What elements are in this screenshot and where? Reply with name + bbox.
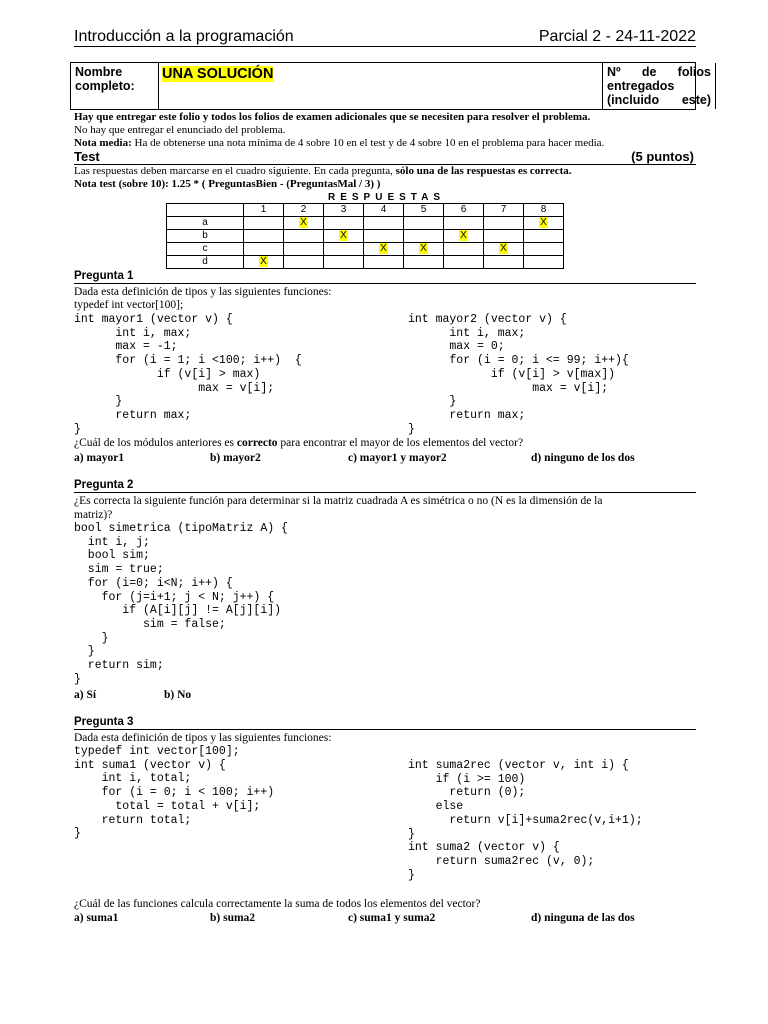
answers-grid-row-label: c bbox=[167, 243, 244, 256]
q2-title: Pregunta 2 bbox=[74, 479, 696, 493]
answers-grid-column-8: 8 bbox=[524, 204, 564, 217]
answer-cell-d-6[interactable] bbox=[444, 256, 484, 269]
q2-code: bool simetrica (tipoMatriz A) { int i, j; bool sim; sim = true; for (i=0; i<N; i++) { for (j=i+1; j < N; j++) { if (A[i][j] != A[j][i]) sim = false; } } return sim; } bbox=[74, 522, 288, 686]
answer-cell-d-8[interactable] bbox=[524, 256, 564, 269]
q1-option-c[interactable]: c) mayor1 y mayor2 bbox=[348, 452, 447, 464]
answer-mark: X bbox=[340, 230, 347, 241]
answer-cell-b-8[interactable] bbox=[524, 230, 564, 243]
folios-field[interactable] bbox=[716, 63, 765, 109]
answers-grid-row-a bbox=[167, 217, 564, 230]
answer-mark: X bbox=[460, 230, 467, 241]
q1-option-b[interactable]: b) mayor2 bbox=[210, 452, 261, 464]
name-field[interactable] bbox=[159, 63, 603, 109]
q3-intro: Dada esta definición de tipos y las siguientes funciones: bbox=[74, 732, 332, 744]
answer-cell-b-2[interactable] bbox=[284, 230, 324, 243]
answer-cell-c-4[interactable] bbox=[364, 243, 404, 256]
answer-cell-a-1[interactable] bbox=[244, 217, 284, 230]
answer-mark: X bbox=[420, 243, 427, 254]
answers-grid-column-4: 4 bbox=[364, 204, 404, 217]
folios-label: Nº de folios entregados (incluido este) bbox=[603, 63, 716, 109]
q1-typedef: typedef int vector[100]; bbox=[74, 299, 184, 311]
answer-cell-c-6[interactable] bbox=[444, 243, 484, 256]
answers-grid bbox=[166, 203, 564, 269]
answers-grid-row-c bbox=[167, 243, 564, 256]
answers-grid-row-label: b bbox=[167, 230, 244, 243]
answer-cell-b-5[interactable] bbox=[404, 230, 444, 243]
answer-cell-a-2[interactable] bbox=[284, 217, 324, 230]
q1-option-a[interactable]: a) mayor1 bbox=[74, 452, 125, 464]
answer-cell-d-2[interactable] bbox=[284, 256, 324, 269]
answer-cell-b-6[interactable] bbox=[444, 230, 484, 243]
q3-code-right: int suma2rec (vector v, int i) { if (i >= 100) return (0); else return v[i]+suma2rec(v,i+1); } int suma2 (vector v) { return suma2rec (v, 0); } bbox=[408, 759, 643, 882]
answer-mark: X bbox=[260, 256, 267, 267]
answer-cell-a-6[interactable] bbox=[444, 217, 484, 230]
q3-option-d[interactable]: d) ninguna de las dos bbox=[531, 912, 635, 924]
q1-intro: Dada esta definición de tipos y las siguientes funciones: bbox=[74, 286, 332, 298]
answer-cell-c-2[interactable] bbox=[284, 243, 324, 256]
answer-cell-b-4[interactable] bbox=[364, 230, 404, 243]
answer-cell-d-5[interactable] bbox=[404, 256, 444, 269]
test-points: (5 puntos) bbox=[631, 149, 694, 164]
answers-grid-corner bbox=[167, 204, 244, 217]
name-value: UNA SOLUCIÓN bbox=[162, 66, 274, 82]
answers-grid-column-2: 2 bbox=[284, 204, 324, 217]
test-section-header bbox=[74, 150, 696, 165]
answers-grid-column-1: 1 bbox=[244, 204, 284, 217]
q1-option-d[interactable]: d) ninguno de los dos bbox=[531, 452, 635, 464]
answer-cell-c-7[interactable] bbox=[484, 243, 524, 256]
answers-grid-column-5: 5 bbox=[404, 204, 444, 217]
instruction-line-1: Hay que entregar este folio y todos los folios de examen adicionales que se necesiten para resolver el problema. bbox=[74, 111, 591, 123]
q3-code-left: typedef int vector[100]; int suma1 (vector v) { int i, total; for (i = 0; i < 100; i++) total = total + v[i]; return total; } bbox=[74, 745, 275, 841]
answers-grid-column-6: 6 bbox=[444, 204, 484, 217]
q1-code-left: int mayor1 (vector v) { int i, max; max = -1; for (i = 1; i <100; i++) { if (v[i] > max) max = v[i]; } return max; } bbox=[74, 313, 302, 436]
answer-cell-b-7[interactable] bbox=[484, 230, 524, 243]
answer-mark: X bbox=[500, 243, 507, 254]
name-label: Nombre completo: bbox=[71, 63, 159, 109]
q3-option-b[interactable]: b) suma2 bbox=[210, 912, 256, 924]
test-title: Test bbox=[74, 149, 100, 164]
test-description: Las respuestas deben marcarse en el cuadro siguiente. En cada pregunta, sólo una de las respuestas es correcta. bbox=[74, 165, 572, 177]
name-box bbox=[70, 62, 711, 110]
answer-cell-a-7[interactable] bbox=[484, 217, 524, 230]
answer-cell-c-3[interactable] bbox=[324, 243, 364, 256]
answers-grid-row-label: a bbox=[167, 217, 244, 230]
q1-title: Pregunta 1 bbox=[74, 270, 696, 284]
answer-cell-d-4[interactable] bbox=[364, 256, 404, 269]
q3-title: Pregunta 3 bbox=[74, 716, 696, 730]
answers-grid-column-7: 7 bbox=[484, 204, 524, 217]
q3-question: ¿Cuál de las funciones calcula correctamente la suma de todos los elementos del vector? bbox=[74, 898, 481, 910]
exam-date: Parcial 2 - 24-11-2022 bbox=[538, 28, 696, 45]
answers-grid-row-d bbox=[167, 256, 564, 269]
answer-cell-a-3[interactable] bbox=[324, 217, 364, 230]
answers-grid-title: RESPUESTAS bbox=[328, 192, 446, 203]
q2-option-b[interactable]: b) No bbox=[164, 689, 192, 701]
answer-mark: X bbox=[540, 217, 547, 228]
instruction-line-2: No hay que entregar el enunciado del problema. bbox=[74, 124, 286, 136]
course-title: Introducción a la programación bbox=[74, 28, 294, 45]
answers-grid-header-row bbox=[167, 204, 564, 217]
page-header bbox=[74, 28, 696, 47]
answers-grid-row-label: d bbox=[167, 256, 244, 269]
answer-cell-d-7[interactable] bbox=[484, 256, 524, 269]
answer-cell-c-8[interactable] bbox=[524, 243, 564, 256]
answer-cell-b-1[interactable] bbox=[244, 230, 284, 243]
answer-cell-d-1[interactable] bbox=[244, 256, 284, 269]
instruction-line-3: Nota media: Ha de obtenerse una nota mínima de 4 sobre 10 en el test y de 4 sobre 10 en el problema para hacer media. bbox=[74, 137, 605, 149]
answer-cell-b-3[interactable] bbox=[324, 230, 364, 243]
answer-cell-c-5[interactable] bbox=[404, 243, 444, 256]
answers-grid-row-b bbox=[167, 230, 564, 243]
q1-code-right: int mayor2 (vector v) { int i, max; max = 0; for (i = 0; i <= 99; i++){ if (v[i] > v[max]) max = v[i]; } return max; } bbox=[408, 313, 629, 436]
answer-cell-c-1[interactable] bbox=[244, 243, 284, 256]
test-formula: Nota test (sobre 10): 1.25 * ( PreguntasBien - (PreguntasMal / 3) ) bbox=[74, 178, 381, 190]
q3-option-c[interactable]: c) suma1 y suma2 bbox=[348, 912, 436, 924]
q2-option-a[interactable]: a) Sí bbox=[74, 689, 97, 701]
answers-grid-column-3: 3 bbox=[324, 204, 364, 217]
q1-question: ¿Cuál de los módulos anteriores es correcto para encontrar el mayor de los elementos del vector? bbox=[74, 437, 524, 449]
answer-cell-d-3[interactable] bbox=[324, 256, 364, 269]
q2-question: ¿Es correcta la siguiente función para determinar si la matriz cuadrada A es simétrica o no (N es la dimensión de la matriz)? bbox=[74, 495, 603, 521]
answer-cell-a-4[interactable] bbox=[364, 217, 404, 230]
answer-mark: X bbox=[300, 217, 307, 228]
answer-mark: X bbox=[380, 243, 387, 254]
answer-cell-a-8[interactable] bbox=[524, 217, 564, 230]
q3-option-a[interactable]: a) suma1 bbox=[74, 912, 119, 924]
answer-cell-a-5[interactable] bbox=[404, 217, 444, 230]
